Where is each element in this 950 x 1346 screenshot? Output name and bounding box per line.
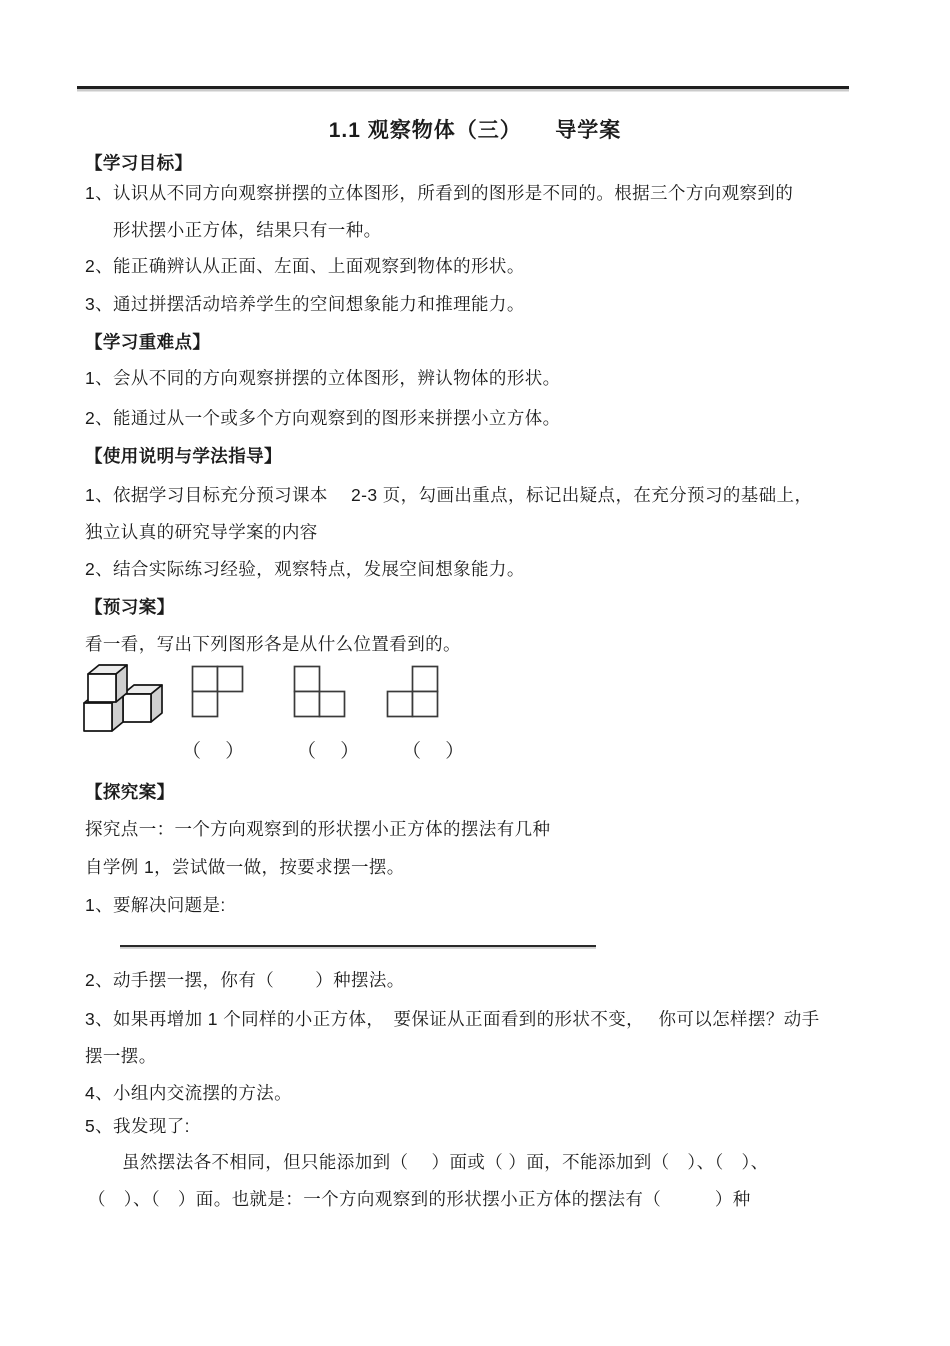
usage-item-2: 2、结合实际练习经验，观察特点，发展空间想象能力。 [85,559,525,579]
key-points-header: 【学习重难点】 [85,332,211,352]
explore-question-3-line2: 摆一摆。 [85,1046,157,1066]
explore-selfstudy: 自学例 1，尝试做一做，按要求摆一摆。 [85,857,405,877]
key-point-2: 2、能通过从一个或多个方向观察到的图形来拼摆小立方体。 [85,408,561,428]
usage-item-1-line1: 1、依据学习目标充分预习课本 2-3 页，勾画出重点，标记出疑点，在充分预习的基础上， [85,485,813,505]
view-figure-2 [292,664,349,721]
view-figure-1 [190,664,247,721]
finding-line-1: 虽然摆法各不相同，但只能添加到（ ）面或（ ）面，不能添加到（ ）、（ ）、 [122,1152,769,1172]
goal-item-2: 2、能正确辨认从正面、左面、上面观察到物体的形状。 [85,256,525,276]
goal-item-1-line1: 1、认识从不同方向观察拼摆的立体图形，所看到的图形是不同的。根据三个方向观察到的 [85,183,794,203]
answer-blank-2: （ ） [297,741,360,762]
answer-blank-3: （ ） [402,741,465,762]
explore-question-2: 2、动手摆一摆，你有（ ）种摆法。 [85,970,405,990]
page-title: 1.1 观察物体（三） 导学案 [328,119,622,142]
goal-item-1-line2: 形状摆小正方体，结果只有一种。 [113,220,382,240]
finding-line-2: （ ）、（ ）面。也就是：一个方向观察到的形状摆小正方体的摆法有（ ）种 [88,1189,751,1209]
explore-question-5: 5、我发现了: [85,1116,190,1136]
header-rule [77,86,849,89]
fill-in-blank-line [120,945,596,947]
cube-arrangement-figure [78,652,173,740]
key-point-1: 1、会从不同的方向观察拼摆的立体图形，辨认物体的形状。 [85,368,561,388]
explore-header: 【探究案】 [85,782,175,802]
usage-item-1-line2: 独立认真的研究导学案的内容 [85,522,318,542]
view-figure-3 [385,664,442,721]
explore-question-1: 1、要解决问题是: [85,895,226,915]
explore-question-4: 4、小组内交流摆的方法。 [85,1083,293,1103]
preview-prompt: 看一看，写出下列图形各是从什么位置看到的。 [85,634,461,654]
explore-point-1: 探究点一：一个方向观察到的形状摆小正方体的摆法有几种 [85,819,551,839]
explore-question-3-line1: 3、如果再增加 1 个同样的小正方体， 要保证从正面看到的形状不变， 你可以怎样摆？动手 [85,1009,820,1029]
answer-blank-1: （ ） [182,741,245,762]
goal-item-3: 3、通过拼摆活动培养学生的空间想象能力和推理能力。 [85,294,525,314]
preview-header: 【预习案】 [85,597,175,617]
goals-header: 【学习目标】 [85,153,193,173]
usage-header: 【使用说明与学法指导】 [85,446,282,466]
